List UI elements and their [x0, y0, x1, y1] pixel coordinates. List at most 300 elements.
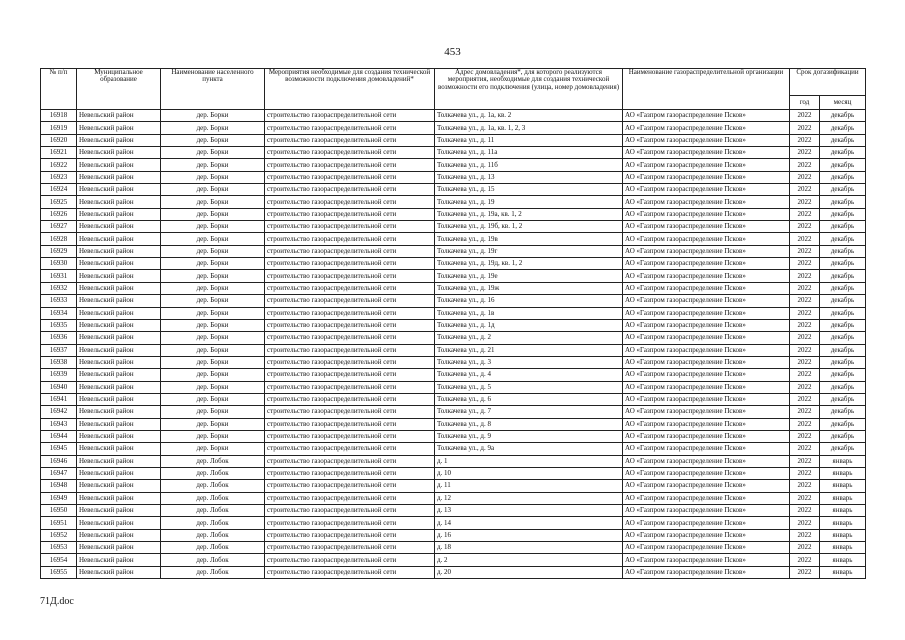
cell-month: январь — [820, 455, 866, 467]
cell-measure: строительство газораспределительной сети — [265, 307, 435, 319]
cell-number: 16948 — [41, 480, 77, 492]
cell-address: Толкачева ул., д. 19д, кв. 1, 2 — [435, 258, 623, 270]
cell-number: 16945 — [41, 443, 77, 455]
cell-address: Толкачева ул., д. 15 — [435, 184, 623, 196]
cell-organization: АО «Газпром газораспределение Псков» — [623, 505, 790, 517]
cell-municipality: Невельский район — [77, 356, 161, 368]
cell-organization: АО «Газпром газораспределение Псков» — [623, 134, 790, 146]
cell-organization: АО «Газпром газораспределение Псков» — [623, 369, 790, 381]
cell-year: 2022 — [790, 529, 820, 541]
cell-address: Толкачева ул., д. 19 — [435, 196, 623, 208]
cell-year: 2022 — [790, 245, 820, 257]
table-row — [41, 295, 866, 307]
cell-month: декабрь — [820, 233, 866, 245]
cell-settlement: дер. Борки — [161, 221, 265, 233]
table-row — [41, 517, 866, 529]
cell-year: 2022 — [790, 406, 820, 418]
cell-address: д. 13 — [435, 505, 623, 517]
cell-month: декабрь — [820, 184, 866, 196]
table-row — [41, 258, 866, 270]
cell-year: 2022 — [790, 467, 820, 479]
cell-month: декабрь — [820, 258, 866, 270]
table-row — [41, 492, 866, 504]
cell-organization: АО «Газпром газораспределение Псков» — [623, 517, 790, 529]
cell-number: 16921 — [41, 147, 77, 159]
cell-year: 2022 — [790, 122, 820, 134]
gasification-table — [40, 68, 866, 579]
table-row — [41, 566, 866, 578]
cell-month: декабрь — [820, 147, 866, 159]
cell-year: 2022 — [790, 505, 820, 517]
cell-year: 2022 — [790, 295, 820, 307]
cell-year: 2022 — [790, 134, 820, 146]
header-municipality: Муниципальное образование — [77, 69, 161, 110]
cell-year: 2022 — [790, 233, 820, 245]
cell-address: Толкачева ул., д. 9а — [435, 443, 623, 455]
cell-measure: строительство газораспределительной сети — [265, 270, 435, 282]
cell-month: декабрь — [820, 122, 866, 134]
header-organization: Наименование газораспределительной организации — [623, 69, 790, 110]
table-row — [41, 134, 866, 146]
cell-organization: АО «Газпром газораспределение Псков» — [623, 418, 790, 430]
cell-year: 2022 — [790, 566, 820, 578]
cell-year: 2022 — [790, 282, 820, 294]
cell-address: д. 18 — [435, 542, 623, 554]
cell-organization: АО «Газпром газораспределение Псков» — [623, 542, 790, 554]
cell-measure: строительство газораспределительной сети — [265, 110, 435, 122]
cell-settlement: дер. Борки — [161, 159, 265, 171]
cell-address: Толкачева ул., д. 21 — [435, 344, 623, 356]
cell-number: 16931 — [41, 270, 77, 282]
cell-measure: строительство газораспределительной сети — [265, 492, 435, 504]
cell-address: д. 2 — [435, 554, 623, 566]
cell-year: 2022 — [790, 356, 820, 368]
cell-settlement: дер. Лобок — [161, 467, 265, 479]
table-row — [41, 184, 866, 196]
cell-organization: АО «Газпром газораспределение Псков» — [623, 554, 790, 566]
table-row — [41, 122, 866, 134]
cell-year: 2022 — [790, 418, 820, 430]
cell-address: Толкачева ул., д. 6 — [435, 393, 623, 405]
cell-measure: строительство газораспределительной сети — [265, 393, 435, 405]
cell-address: д. 16 — [435, 529, 623, 541]
cell-number: 16943 — [41, 418, 77, 430]
cell-settlement: дер. Борки — [161, 344, 265, 356]
table-row — [41, 196, 866, 208]
cell-month: декабрь — [820, 171, 866, 183]
cell-year: 2022 — [790, 369, 820, 381]
cell-settlement: дер. Лобок — [161, 455, 265, 467]
cell-year: 2022 — [790, 196, 820, 208]
cell-municipality: Невельский район — [77, 492, 161, 504]
footer-filename: 71Д.doc — [40, 596, 74, 607]
cell-organization: АО «Газпром газораспределение Псков» — [623, 344, 790, 356]
cell-month: декабрь — [820, 295, 866, 307]
cell-year: 2022 — [790, 430, 820, 442]
table-row — [41, 344, 866, 356]
cell-number: 16930 — [41, 258, 77, 270]
table-row — [41, 270, 866, 282]
table-row — [41, 542, 866, 554]
table-row — [41, 369, 866, 381]
cell-address: д. 20 — [435, 566, 623, 578]
cell-settlement: дер. Лобок — [161, 517, 265, 529]
cell-measure: строительство газораспределительной сети — [265, 430, 435, 442]
cell-measure: строительство газораспределительной сети — [265, 208, 435, 220]
cell-measure: строительство газораспределительной сети — [265, 566, 435, 578]
cell-settlement: дер. Борки — [161, 233, 265, 245]
cell-municipality: Невельский район — [77, 233, 161, 245]
cell-measure: строительство газораспределительной сети — [265, 221, 435, 233]
cell-year: 2022 — [790, 480, 820, 492]
cell-organization: АО «Газпром газораспределение Псков» — [623, 529, 790, 541]
cell-measure: строительство газораспределительной сети — [265, 356, 435, 368]
cell-measure: строительство газораспределительной сети — [265, 554, 435, 566]
cell-settlement: дер. Борки — [161, 110, 265, 122]
cell-municipality: Невельский район — [77, 184, 161, 196]
cell-municipality: Невельский район — [77, 455, 161, 467]
table-row — [41, 245, 866, 257]
cell-measure: строительство газораспределительной сети — [265, 443, 435, 455]
cell-municipality: Невельский район — [77, 505, 161, 517]
cell-municipality: Невельский район — [77, 122, 161, 134]
cell-settlement: дер. Борки — [161, 258, 265, 270]
cell-organization: АО «Газпром газораспределение Псков» — [623, 159, 790, 171]
cell-address: Толкачева ул., д. 2 — [435, 332, 623, 344]
cell-municipality: Невельский район — [77, 332, 161, 344]
cell-municipality: Невельский район — [77, 554, 161, 566]
cell-address: Толкачева ул., д. 19ж — [435, 282, 623, 294]
cell-address: Толкачева ул., д. 19в — [435, 233, 623, 245]
cell-measure: строительство газораспределительной сети — [265, 258, 435, 270]
cell-settlement: дер. Борки — [161, 134, 265, 146]
cell-measure: строительство газораспределительной сети — [265, 196, 435, 208]
cell-organization: АО «Газпром газораспределение Псков» — [623, 467, 790, 479]
cell-number: 16934 — [41, 307, 77, 319]
cell-municipality: Невельский район — [77, 542, 161, 554]
cell-year: 2022 — [790, 443, 820, 455]
cell-measure: строительство газораспределительной сети — [265, 467, 435, 479]
cell-number: 16940 — [41, 381, 77, 393]
cell-organization: АО «Газпром газораспределение Псков» — [623, 258, 790, 270]
cell-address: Толкачева ул., д. 9 — [435, 430, 623, 442]
cell-organization: АО «Газпром газораспределение Псков» — [623, 233, 790, 245]
cell-month: декабрь — [820, 307, 866, 319]
cell-month: декабрь — [820, 110, 866, 122]
cell-municipality: Невельский район — [77, 406, 161, 418]
cell-settlement: дер. Борки — [161, 171, 265, 183]
cell-number: 16941 — [41, 393, 77, 405]
cell-month: декабрь — [820, 356, 866, 368]
cell-measure: строительство газораспределительной сети — [265, 406, 435, 418]
header-num: № п/п — [41, 69, 77, 110]
cell-settlement: дер. Борки — [161, 369, 265, 381]
cell-number: 16923 — [41, 171, 77, 183]
cell-settlement: дер. Борки — [161, 443, 265, 455]
cell-settlement: дер. Борки — [161, 295, 265, 307]
cell-number: 16942 — [41, 406, 77, 418]
cell-municipality: Невельский район — [77, 529, 161, 541]
cell-organization: АО «Газпром газораспределение Псков» — [623, 307, 790, 319]
cell-number: 16929 — [41, 245, 77, 257]
cell-settlement: дер. Борки — [161, 381, 265, 393]
cell-settlement: дер. Борки — [161, 356, 265, 368]
cell-measure: строительство газораспределительной сети — [265, 122, 435, 134]
cell-settlement: дер. Борки — [161, 282, 265, 294]
cell-month: декабрь — [820, 134, 866, 146]
cell-month: январь — [820, 467, 866, 479]
cell-measure: строительство газораспределительной сети — [265, 184, 435, 196]
cell-measure: строительство газораспределительной сети — [265, 295, 435, 307]
cell-address: Толкачева ул., д. 11 — [435, 134, 623, 146]
cell-settlement: дер. Борки — [161, 307, 265, 319]
cell-year: 2022 — [790, 455, 820, 467]
cell-municipality: Невельский район — [77, 344, 161, 356]
cell-municipality: Невельский район — [77, 369, 161, 381]
table-row — [41, 430, 866, 442]
cell-month: январь — [820, 505, 866, 517]
cell-month: декабрь — [820, 282, 866, 294]
cell-municipality: Невельский район — [77, 295, 161, 307]
header-month: месяц — [820, 96, 866, 110]
cell-municipality: Невельский район — [77, 270, 161, 282]
table-row — [41, 554, 866, 566]
table-row — [41, 282, 866, 294]
table-row — [41, 381, 866, 393]
cell-organization: АО «Газпром газораспределение Псков» — [623, 332, 790, 344]
cell-year: 2022 — [790, 110, 820, 122]
table-row — [41, 319, 866, 331]
cell-year: 2022 — [790, 517, 820, 529]
header-address: Адрес домовладения*, для которого реализуются мероприятия, необходимые для создания технической возможности его подключения (улица, номер домовладения) — [435, 69, 623, 110]
cell-number: 16919 — [41, 122, 77, 134]
cell-address: Толкачева ул., д. 7 — [435, 406, 623, 418]
cell-organization: АО «Газпром газораспределение Псков» — [623, 196, 790, 208]
cell-settlement: дер. Лобок — [161, 566, 265, 578]
cell-month: декабрь — [820, 418, 866, 430]
cell-month: декабрь — [820, 430, 866, 442]
cell-month: декабрь — [820, 196, 866, 208]
cell-address: д. 12 — [435, 492, 623, 504]
cell-municipality: Невельский район — [77, 245, 161, 257]
cell-month: декабрь — [820, 208, 866, 220]
cell-municipality: Невельский район — [77, 147, 161, 159]
cell-settlement: дер. Борки — [161, 332, 265, 344]
cell-measure: строительство газораспределительной сети — [265, 159, 435, 171]
cell-year: 2022 — [790, 307, 820, 319]
cell-municipality: Невельский район — [77, 418, 161, 430]
cell-address: Толкачева ул., д. 19б, кв. 1, 2 — [435, 221, 623, 233]
table-row — [41, 233, 866, 245]
cell-year: 2022 — [790, 492, 820, 504]
cell-settlement: дер. Лобок — [161, 554, 265, 566]
cell-month: январь — [820, 566, 866, 578]
table-row — [41, 443, 866, 455]
cell-measure: строительство газораспределительной сети — [265, 171, 435, 183]
cell-address: Толкачева ул., д. 1а, кв. 1, 2, 3 — [435, 122, 623, 134]
cell-month: январь — [820, 492, 866, 504]
cell-settlement: дер. Борки — [161, 122, 265, 134]
cell-year: 2022 — [790, 184, 820, 196]
cell-address: Толкачева ул., д. 1в — [435, 307, 623, 319]
cell-year: 2022 — [790, 171, 820, 183]
cell-number: 16938 — [41, 356, 77, 368]
table-row — [41, 159, 866, 171]
cell-month: декабрь — [820, 270, 866, 282]
cell-organization: АО «Газпром газораспределение Псков» — [623, 295, 790, 307]
cell-organization: АО «Газпром газораспределение Псков» — [623, 221, 790, 233]
cell-organization: АО «Газпром газораспределение Псков» — [623, 110, 790, 122]
table-row — [41, 529, 866, 541]
cell-municipality: Невельский район — [77, 282, 161, 294]
cell-organization: АО «Газпром газораспределение Псков» — [623, 480, 790, 492]
cell-year: 2022 — [790, 258, 820, 270]
cell-settlement: дер. Лобок — [161, 542, 265, 554]
cell-organization: АО «Газпром газораспределение Псков» — [623, 171, 790, 183]
cell-municipality: Невельский район — [77, 319, 161, 331]
cell-number: 16952 — [41, 529, 77, 541]
cell-month: декабрь — [820, 319, 866, 331]
cell-organization: АО «Газпром газораспределение Псков» — [623, 430, 790, 442]
cell-measure: строительство газораспределительной сети — [265, 319, 435, 331]
table-row — [41, 221, 866, 233]
cell-organization: АО «Газпром газораспределение Псков» — [623, 443, 790, 455]
header-deadline: Срок догазификации — [790, 69, 866, 96]
cell-year: 2022 — [790, 221, 820, 233]
cell-measure: строительство газораспределительной сети — [265, 134, 435, 146]
table-row — [41, 356, 866, 368]
cell-month: январь — [820, 517, 866, 529]
cell-municipality: Невельский район — [77, 221, 161, 233]
cell-year: 2022 — [790, 554, 820, 566]
cell-measure: строительство газораспределительной сети — [265, 369, 435, 381]
table-row — [41, 147, 866, 159]
cell-month: январь — [820, 529, 866, 541]
cell-number: 16927 — [41, 221, 77, 233]
cell-organization: АО «Газпром газораспределение Псков» — [623, 122, 790, 134]
cell-measure: строительство газораспределительной сети — [265, 381, 435, 393]
cell-address: д. 1 — [435, 455, 623, 467]
cell-month: декабрь — [820, 393, 866, 405]
cell-number: 16925 — [41, 196, 77, 208]
cell-measure: строительство газораспределительной сети — [265, 517, 435, 529]
cell-number: 16939 — [41, 369, 77, 381]
cell-address: д. 11 — [435, 480, 623, 492]
cell-number: 16950 — [41, 505, 77, 517]
cell-year: 2022 — [790, 344, 820, 356]
table-row — [41, 406, 866, 418]
cell-month: декабрь — [820, 443, 866, 455]
cell-settlement: дер. Лобок — [161, 529, 265, 541]
cell-year: 2022 — [790, 147, 820, 159]
cell-number: 16951 — [41, 517, 77, 529]
table-row — [41, 171, 866, 183]
table-row — [41, 418, 866, 430]
cell-number: 16924 — [41, 184, 77, 196]
cell-organization: АО «Газпром газораспределение Псков» — [623, 492, 790, 504]
cell-organization: АО «Газпром газораспределение Псков» — [623, 245, 790, 257]
cell-month: декабрь — [820, 221, 866, 233]
cell-settlement: дер. Борки — [161, 406, 265, 418]
table-row — [41, 110, 866, 122]
cell-number: 16946 — [41, 455, 77, 467]
cell-municipality: Невельский район — [77, 430, 161, 442]
cell-month: декабрь — [820, 332, 866, 344]
cell-number: 16926 — [41, 208, 77, 220]
cell-settlement: дер. Борки — [161, 418, 265, 430]
cell-number: 16954 — [41, 554, 77, 566]
cell-municipality: Невельский район — [77, 171, 161, 183]
cell-settlement: дер. Борки — [161, 319, 265, 331]
cell-measure: строительство газораспределительной сети — [265, 332, 435, 344]
cell-month: декабрь — [820, 369, 866, 381]
header-settlement: Наименование населенного пункта — [161, 69, 265, 110]
table-row — [41, 332, 866, 344]
cell-settlement: дер. Борки — [161, 270, 265, 282]
cell-address: Толкачева ул., д. 1д — [435, 319, 623, 331]
cell-address: д. 10 — [435, 467, 623, 479]
cell-municipality: Невельский район — [77, 393, 161, 405]
cell-settlement: дер. Лобок — [161, 492, 265, 504]
cell-address: д. 14 — [435, 517, 623, 529]
cell-address: Толкачева ул., д. 8 — [435, 418, 623, 430]
table-row — [41, 480, 866, 492]
cell-address: Толкачева ул., д. 11б — [435, 159, 623, 171]
cell-organization: АО «Газпром газораспределение Псков» — [623, 282, 790, 294]
cell-municipality: Невельский район — [77, 159, 161, 171]
cell-address: Толкачева ул., д. 19г — [435, 245, 623, 257]
cell-settlement: дер. Лобок — [161, 480, 265, 492]
cell-organization: АО «Газпром газораспределение Псков» — [623, 184, 790, 196]
cell-month: декабрь — [820, 159, 866, 171]
cell-organization: АО «Газпром газораспределение Псков» — [623, 270, 790, 282]
cell-measure: строительство газораспределительной сети — [265, 455, 435, 467]
table-row — [41, 467, 866, 479]
cell-number: 16935 — [41, 319, 77, 331]
cell-address: Толкачева ул., д. 16 — [435, 295, 623, 307]
header-year: год — [790, 96, 820, 110]
cell-municipality: Невельский район — [77, 110, 161, 122]
cell-address: Толкачева ул., д. 19е — [435, 270, 623, 282]
table-body — [41, 110, 866, 579]
cell-municipality: Невельский район — [77, 517, 161, 529]
cell-number: 16955 — [41, 566, 77, 578]
cell-measure: строительство газораспределительной сети — [265, 344, 435, 356]
cell-month: декабрь — [820, 245, 866, 257]
cell-measure: строительство газораспределительной сети — [265, 542, 435, 554]
cell-organization: АО «Газпром газораспределение Псков» — [623, 455, 790, 467]
table-row — [41, 505, 866, 517]
cell-year: 2022 — [790, 542, 820, 554]
cell-measure: строительство газораспределительной сети — [265, 480, 435, 492]
cell-settlement: дер. Борки — [161, 184, 265, 196]
cell-number: 16949 — [41, 492, 77, 504]
cell-settlement: дер. Борки — [161, 208, 265, 220]
cell-municipality: Невельский район — [77, 196, 161, 208]
cell-address: Толкачева ул., д. 4 — [435, 369, 623, 381]
cell-organization: АО «Газпром газораспределение Псков» — [623, 566, 790, 578]
cell-month: декабрь — [820, 344, 866, 356]
header-measures: Мероприятия необходимые для создания технической возможности подключения домовладений* — [265, 69, 435, 110]
cell-month: декабрь — [820, 381, 866, 393]
cell-measure: строительство газораспределительной сети — [265, 245, 435, 257]
cell-municipality: Невельский район — [77, 134, 161, 146]
cell-year: 2022 — [790, 319, 820, 331]
cell-number: 16947 — [41, 467, 77, 479]
cell-measure: строительство газораспределительной сети — [265, 505, 435, 517]
cell-organization: АО «Газпром газораспределение Псков» — [623, 381, 790, 393]
cell-settlement: дер. Борки — [161, 393, 265, 405]
